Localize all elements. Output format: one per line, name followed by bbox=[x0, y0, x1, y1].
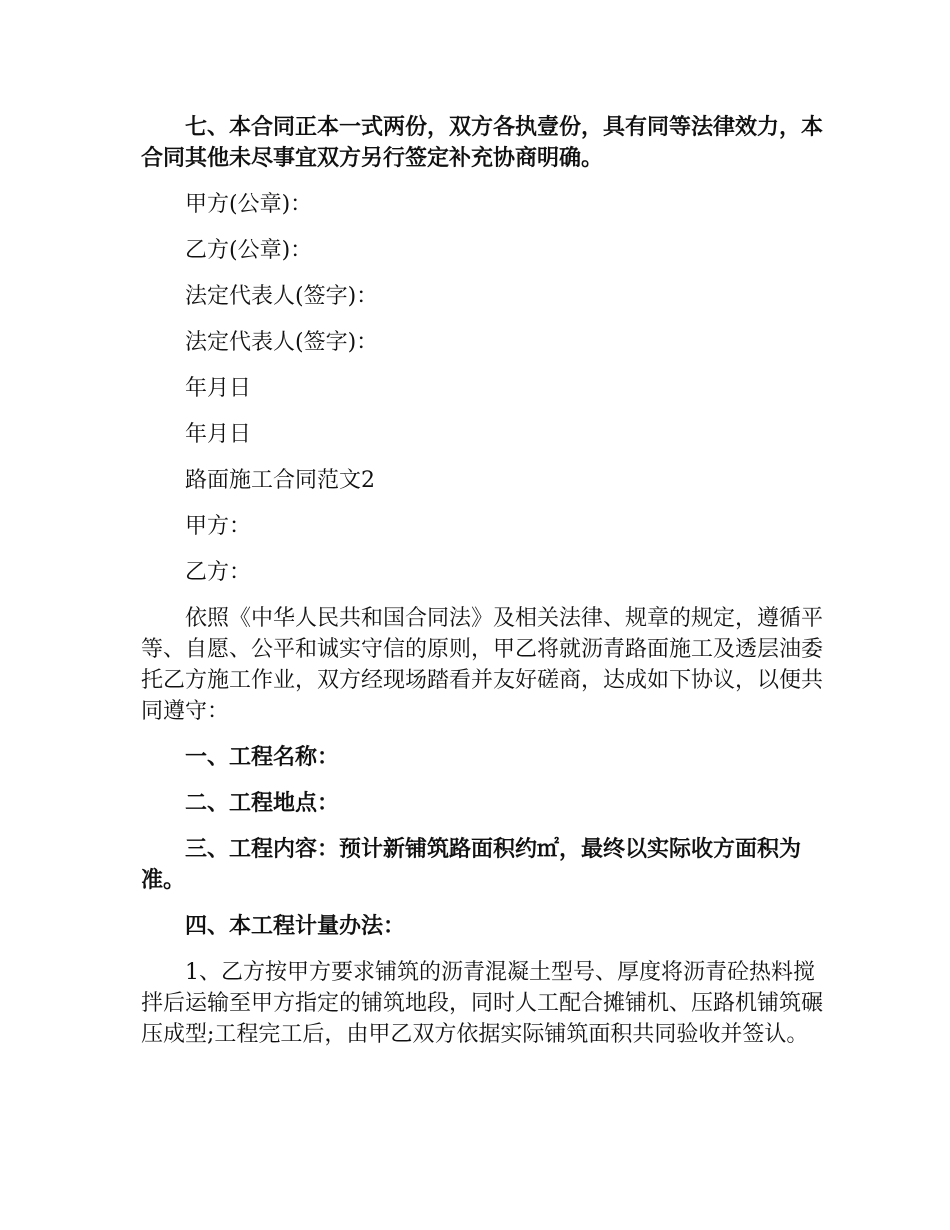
party-b-seal-line: 乙方(公章)： bbox=[185, 238, 313, 263]
clause-three-paragraph: 三、工程内容：预计新铺筑路面积约㎡，最终以实际收方面积为准。 bbox=[141, 836, 802, 893]
section-title: 路面施工合同范文2 bbox=[185, 468, 375, 493]
clause-seven-paragraph: 七、本合同正本一式两份，双方各执壹份，具有同等法律效力，本合同其他未尽事宜双方另行签定补充协商明确。 bbox=[141, 114, 824, 171]
clause-four-heading: 四、本工程计量办法： bbox=[185, 913, 406, 939]
clause-two-heading: 二、工程地点： bbox=[185, 790, 340, 816]
party-b-line: 乙方： bbox=[185, 560, 252, 585]
legal-rep-signature-line-b: 法定代表人(签字)： bbox=[185, 330, 379, 355]
legal-rep-signature-line-a: 法定代表人(签字)： bbox=[185, 284, 379, 309]
clause-one-heading: 一、工程名称： bbox=[185, 744, 340, 770]
date-line-b: 年月日 bbox=[185, 422, 252, 447]
measurement-paragraph: 1、乙方按甲方要求铺筑的沥青混凝土型号、厚度将沥青砼热料搅拌后运输至甲方指定的铺筑地段，同时人工配合摊铺机、压路机铺筑碾压成型;工程完工后，由甲乙双方依据实际铺筑面积共同验收并签认。 bbox=[141, 960, 824, 1047]
party-a-seal-line: 甲方(公章)： bbox=[185, 192, 313, 217]
document-body bbox=[141, 112, 831, 1050]
date-line-a: 年月日 bbox=[185, 376, 252, 401]
party-a-line: 甲方： bbox=[185, 514, 252, 539]
preamble-paragraph: 依照《中华人民共和国合同法》及相关法律、规章的规定，遵循平等、自愿、公平和诚实守信的原则，甲乙将就沥青路面施工及透层油委托乙方施工作业，双方经现场踏看并友好磋商，达成如下协议，以便共同遵守： bbox=[141, 606, 824, 724]
